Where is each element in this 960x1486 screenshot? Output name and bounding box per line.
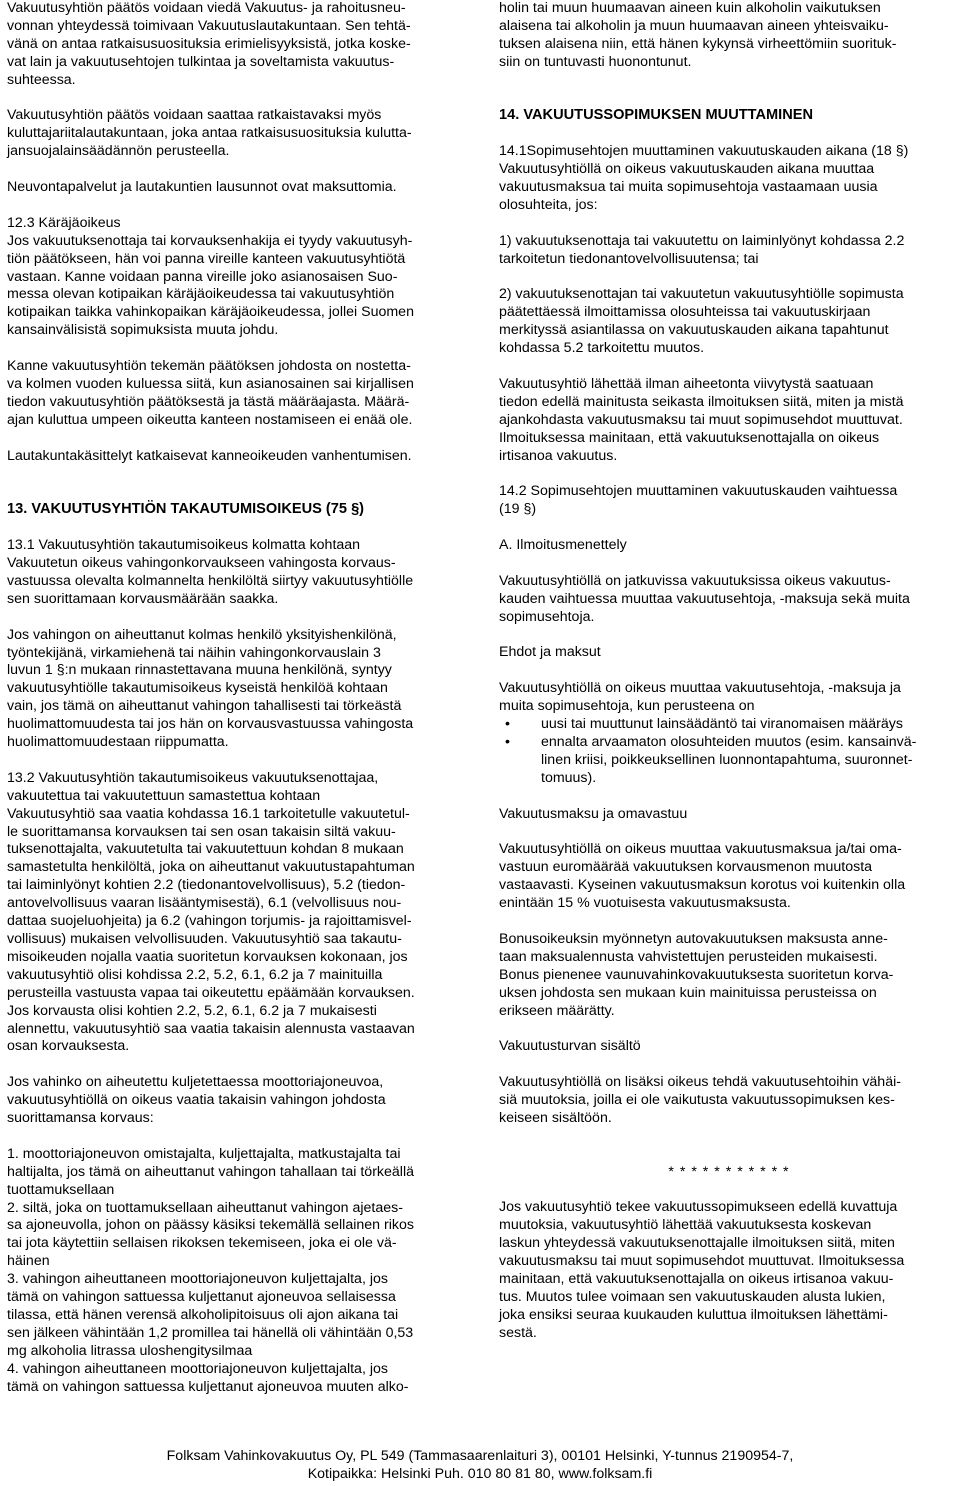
bullet-icon: •: [505, 734, 510, 750]
grounds-list: [499, 716, 959, 788]
paragraph-premium-change: Vakuutusyhtiöllä on oikeus muuttaa vakuutusmaksua ja/tai oma- vastuun euromäärää vakuutuksen korvausmenon muutosta vastaavasti. Kyseinen vakuutusmaksun korotus voi kuitenkin olla enintään 15 % vuotuisesta vakuutusmaksusta.: [499, 841, 906, 912]
paragraph-notification: Vakuutusyhtiö lähettää ilman aiheetonta viivytystä saatuaan tiedon edellä mainitusta seikasta ilmoituksen siitä, miten ja mistä ajankohdasta vakuutusmaksu tai muut sopimusehdot muuttuvat. Ilmoituksessa mainitaan, että vakuutuksenottajalla on oikeus irtisanoa vakuutus.: [499, 375, 904, 464]
list-item-2: 2. siltä, joka on tuottamuksellaan aiheuttanut vahingon ajetaes- sa ajoneuvolla, johon on päässy käsiksi tekemällä sellainen rikos tai jota käytettiin sellaisen rikoksen tekemiseen, joka ei ole vä- häinen: [7, 1199, 414, 1270]
subheading-premium-deductible: Vakuutusmaksu ja omavastuu: [499, 805, 688, 822]
section-separator: * * * * * * * * * * *: [668, 1163, 790, 1180]
paragraph-13-2: 13.2 Vakuutusyhtiön takautumisoikeus vakuutuksenottajaa, vakuutettua tai vakuutettuun samastettua kohtaan Vakuutusyhtiö saa vaatia kohdassa 16.1 tarkoitetulle vakuutetul- le suorittamansa korvauksen tai sen osan takaisin siltä vakuu- tuksenottajalta, vakuutetulta tai vakuutettuun kohdan 8 mukaan samastetulta henkilöltä, joka on aiheuttanut vakuutustapahtuman tai laiminlyönyt kohtien 2.2 (tiedonantovelvollisuus), 5.2 (tiedon- antovelvollisuus vaaran lisääntymisestä), 6.1 (velvollisuus nou- dattaa suojeluohjeita) ja 6.2 (vahingon torjumis- ja rajoittamisvel- vollisuus) mukaisen velvollisuuden. Vakuutusyhtiö saa takautu- misoikeuden nojalla vaatia suoritetun korvauksen kokonaan, jos vakuutusyhtiö olisi kohdissa 2.2, 5.2, 6.1, 6.2 ja 7 mainituilla perusteilla vastuusta vapaa tai oikeutettu epäämään korvauksen. Jos korvausta olisi kohtien 2.2, 5.2, 6.1, 6.2 ja 7 mukaisesti alennettu, vakuutusyhtiö saa vaatia takaisin alennusta vastaavan osan korvauksesta.: [7, 769, 415, 1055]
paragraph-14-2: 14.2 Sopimusehtojen muuttaminen vakuutuskauden vaihtuessa (19 §): [499, 483, 898, 518]
list-item-3: 3. vahingon aiheuttaneen moottoriajoneuvon kuljettajalta, jos tämä on vahingon sattuessa kuljettanut ajoneuvoa sellaisessa tilassa, että hänen verensä alkoholipitoisuus oli ajon aikana tai sen jälkeen vähintään 1,2 promillea tai hänellä oli vähintään 0,53 mg alkoholia litrassa uloshengitysilmaa: [7, 1271, 414, 1359]
paragraph-change-grounds: Vakuutusyhtiöllä on oikeus muuttaa vakuutusehtoja, -maksuja ja muita sopimusehtoja, kun perusteena on: [499, 680, 901, 715]
paragraph-appeal-board: Vakuutusyhtiön päätös voidaan viedä Vakuutus- ja rahoitusneu- vonnan yhteydessä toimivaan Vakuutuslautakuntaan. Sen tehtä- vänä on antaa ratkaisusuosituksia erimielisyyksistä, jotka koske- vat lain ja vakuutusehtojen tulkintaa ja soveltamista vakuutus- suhteessa.: [7, 0, 411, 88]
page-footer: [0, 1448, 960, 1484]
paragraph-condition-1: 1) vakuutuksenottaja tai vakuutettu on laiminlyönyt kohdassa 2.2 tarkoitetun tiedonantovelvollisuutensa; tai: [499, 232, 905, 267]
list-item-1: 1. moottoriajoneuvon omistajalta, kuljettajalta, matkustajalta tai haltijalta, jos tämä on aiheuttanut vahingon tahallaan tai törkeällä tuottamuksellaan: [7, 1145, 414, 1198]
list-item-4: 4. vahingon aiheuttaneen moottoriajoneuvon kuljettajalta, jos tämä on vahingon sattuessa kuljettanut ajoneuvoa muuten alko-: [7, 1360, 409, 1395]
paragraph-14-1: 14.1Sopimusehtojen muuttaminen vakuutuskauden aikana (18 §) Vakuutusyhtiöllä on oikeus vakuutuskauden aikana muuttaa vakuutusmaksua tai muita sopimusehtoja vastaamaan uusia olosuhteita, jos:: [499, 143, 909, 213]
paragraph-district-court: 12.3 Käräjäoikeus Jos vakuutuksenottaja tai korvauksenhakija ei tyydy vakuutusyh- tiön päätökseen, hän voi panna vireille kanteen vakuutusyhtiötä vastaan. Kanne voidaan panna vireille joko asianosaisen Suo- messa olevan kotipaikan käräjäoikeudessa tai vakuutusyhtiön kotipaikan taikka vahinkopaikan käräjäoikeudessa, jollei Suomen kansainvälisistä sopimuksista muuta johdu.: [7, 214, 414, 339]
paragraph-motor-vehicle: Jos vahinko on aiheutettu kuljetettaessa moottoriajoneuvoa, vakuutusyhtiöllä on oikeus vaatia takaisin vahingon johdosta suorittamansa korvaus:: [7, 1074, 386, 1127]
list-item: • uusi tai muuttunut lainsäädäntö tai viranomaisen määräys: [505, 716, 903, 733]
paragraph-limitation: Lautakuntakäsittelyt katkaisevat kanneoikeuden vanhentumisen.: [7, 447, 412, 464]
right-column: [499, 0, 959, 1361]
footer-contact-line: Kotipaikka: Helsinki Puh. 010 80 81 80, www.folksam.fi: [307, 1465, 653, 1482]
paragraph-13-1: 13.1 Vakuutusyhtiön takautumisoikeus kolmatta kohtaan Vakuutetun oikeus vahingonkorvaukseen vahingosta korvaus- vastuussa olevalta kolmannelta henkilöltä siirtyy vakuutusyhtiölle sen suorittamaan korvausmäärään saakka.: [7, 537, 414, 607]
list-item: • ennalta arvaamaton olosuhteiden muutos (esim. kansainvä- linen kriisi, poikkeuksellinen luonnontapahtuma, suuronnet- tomuus).: [505, 734, 917, 786]
paragraph-condition-2: 2) vakuutuksenottajan tai vakuutetun vakuutusyhtiölle sopimusta päätettäessä ilmoittamissa olosuhteissa tai vakuutuskirjaan merkityssä asiantilassa on vakuutuskauden aikana tapahtunut kohdassa 5.2 tarkoitettu muutos.: [499, 286, 904, 357]
paragraph-free-services: Neuvontapalvelut ja lautakuntien lausunnot ovat maksuttomia.: [7, 179, 397, 196]
subheading-notification-procedure: A. Ilmoitusmenettely: [499, 537, 627, 554]
paragraph-third-party: Jos vahingon on aiheuttanut kolmas henkilö yksityishenkilönä, työntekijänä, virkamiehenä tai näihin vahingonkorvauslain 3 luvun 1 §:n mukaan rinnastettavana muuna henkilönä, syntyy vakuutusyhtiölle takautumisoikeus kyseistä henkilöä kohtaan vain, jos tämä on aiheuttanut vahingon tahallisesti tai törkeästä huolimattomuudesta tai jos hän on korvausvastuussa vahingosta huolimattomuudestaan riippumatta.: [7, 626, 414, 751]
paragraph-change-notice: Jos vakuutusyhtiö tekee vakuutussopimukseen edellä kuvattuja muutoksia, vakuutusyhtiö lähettää vakuutuksesta koskevan laskun yhteydessä vakuutuksenottajalle ilmoituksen siitä, miten vakuutusmaksu tai muut sopimusehdot muuttuvat. Ilmoituksessa mainitaan, että vakuutuksenottajalla on oikeus irtisanoa vakuu- tus. Muutos tulee voimaan sen vakuutuskauden alusta lukien, joka ensiksi seuraa kuukauden kuluttua ilmoituksen lähettämi- sestä.: [499, 1199, 905, 1341]
left-column: [7, 0, 462, 1397]
paragraph-continuous-insurance: Vakuutusyhtiöllä on jatkuvissa vakuutuksissa oikeus vakuutus- kauden vaihtuessa muuttaa vakuutusehtoja, -maksuja sekä muita sopimusehtoja.: [499, 572, 910, 625]
section-heading-14: 14. VAKUUTUSSOPIMUKSEN MUUTTAMINEN: [499, 107, 814, 124]
subheading-terms-and-fees: Ehdot ja maksut: [499, 644, 601, 661]
paragraph-lawsuit-deadline: Kanne vakuutusyhtiön tekemän päätöksen johdosta on nostetta- va kolmen vuoden kuluessa siitä, kun asianosainen sai kirjallisen tiedon vakuutusyhtiön päätöksestä ja tästä määräajasta. Määrä- ajan kuluttua umpeen oikeutta kanteen nostamiseen ei enää ole.: [7, 358, 414, 428]
paragraph-continued: holin tai muun huumaavan aineen kuin alkoholin vaikutuksen alaisena tai alkoholin ja muun huumaavan aineen yhteisvaiku- tuksen alaisena niin, että hänen kykynsä virheettömiin suorituk- siin on tuntuvasti huonontunut.: [499, 0, 897, 70]
subheading-coverage-content: Vakuutusturvan sisältö: [499, 1038, 641, 1055]
footer-company-line: Folksam Vahinkovakuutus Oy, PL 549 (Tammasaarenlaituri 3), 00101 Helsinki, Y-tunnus 2190954-7,: [166, 1448, 794, 1464]
paragraph-consumer-board: Vakuutusyhtiön päätös voidaan saattaa ratkaistavaksi myös kuluttajariitalautakuntaan, joka antaa ratkaisusuosituksia kulutta- jansuojalainsäädännön perusteella.: [7, 107, 412, 160]
section-heading-13: 13. VAKUUTUSYHTIÖN TAKAUTUMISOIKEUS (75 §): [7, 501, 365, 518]
paragraph-minor-changes: Vakuutusyhtiöllä on lisäksi oikeus tehdä vakuutusehtoihin vähäi- siä muutoksia, joilla ei ole vaikutusta vakuutussopimuksen kes- keiseen sisältöön.: [499, 1074, 901, 1126]
bullet-icon: •: [505, 716, 510, 733]
paragraph-bonus: Bonusoikeuksin myönnetyn autovakuutuksen maksusta anne- taan maksualennusta vahvistettujen perusteiden mukaisesti. Bonus pienenee vaunuvahinkovakuutuksesta suoritetun korva- uksen johdosta sen mukaan kuin mainituissa perusteissa on erikseen määrätty.: [499, 930, 894, 1019]
